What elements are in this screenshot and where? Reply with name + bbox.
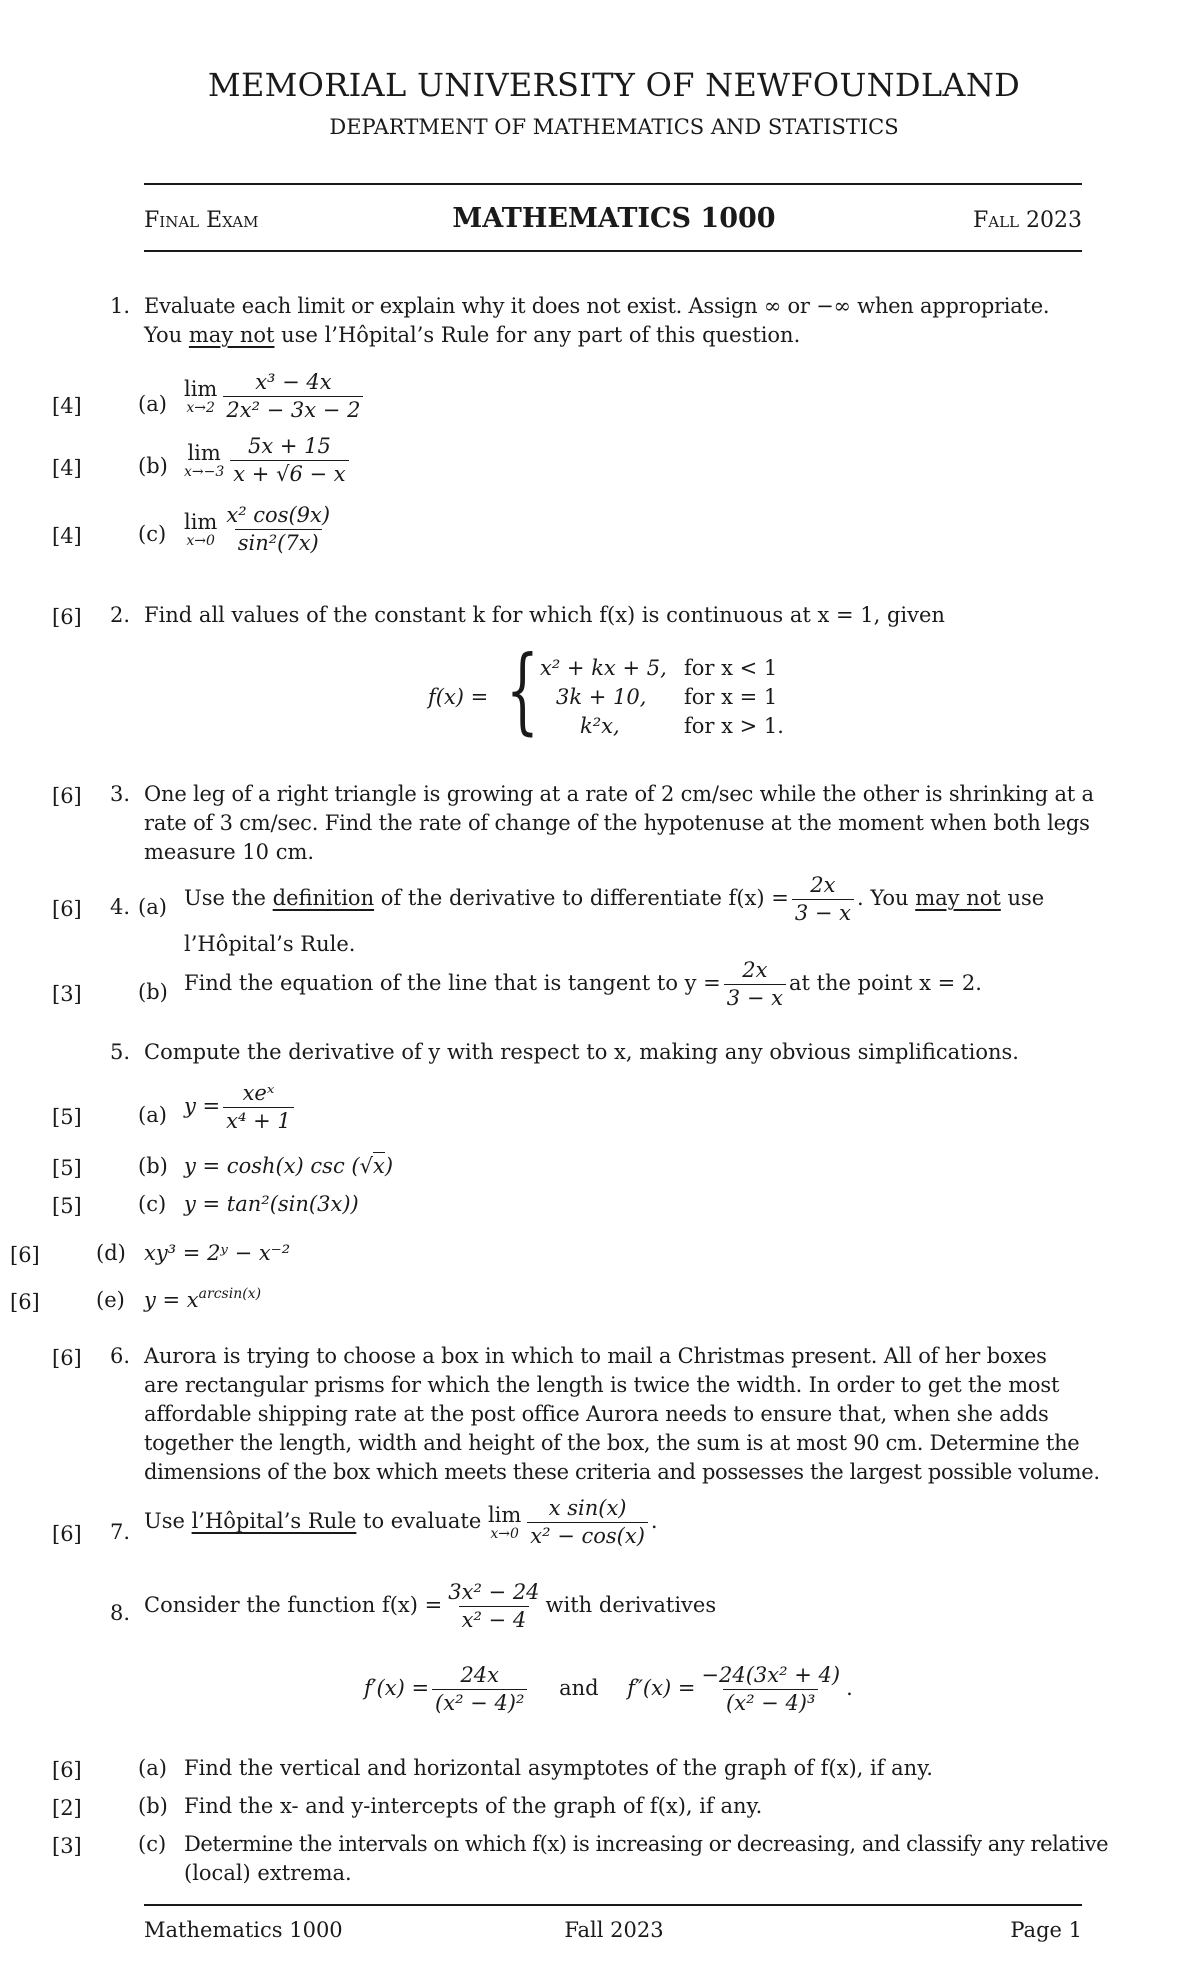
q1a-marks: [4] [52,394,82,418]
footer-course: Mathematics 1000 [144,1918,343,1942]
q5b-expression: y = cosh(x) csc (√x) [184,1154,394,1178]
q6-number: 6. [110,1344,131,1368]
q7-lhopital-underlined: l’Hôpital’s Rule [191,1509,357,1533]
q7-lim: lim x→0 [487,1502,522,1542]
q2-number: 2. [110,603,131,627]
q5b-label: (b) [138,1154,168,1178]
q8b-text: Find the x- and y-intercepts of the graph of f(x), if any. [184,1794,763,1818]
q5b-marks: [5] [52,1156,82,1180]
q6-marks: [6] [52,1346,82,1370]
q8-number: 8. [110,1601,131,1625]
q7-number: 7. [110,1520,131,1544]
q2-brace: { [506,636,539,745]
q1b-fraction: $\frac{5x + 15}{x + √6 - x}$ [230,436,348,485]
header-rule-top [144,183,1082,185]
course-title: MATHEMATICS 1000 [452,203,776,234]
q8c-marks: [3] [52,1834,82,1858]
q5a-fraction: $\frac{\text{xeˣ}}{\text{x⁴ + 1}}$ [223,1083,294,1132]
header-rule-bottom [144,250,1082,252]
q8-first-derivative: $\frac{24x}{\text{(x² − 4)²}}$ [432,1665,527,1714]
q2-text: Find all values of the constant k for which f(x) is continuous at x = 1, given [144,603,945,627]
q1a-label: (a) [138,392,167,416]
q8c-label: (c) [138,1832,167,1856]
q8c-text-line1: Determine the intervals on which f(x) is increasing or decreasing, and classify any relative [184,1832,1109,1856]
q1-line2-pre: You [144,323,189,347]
q5d-label: (d) [96,1241,126,1265]
q1b-label: (b) [138,454,168,478]
q5c-expression: y = tan²(sin(3x)) [184,1192,359,1216]
q5c-label: (c) [138,1192,167,1216]
q5a-label: (a) [138,1103,167,1127]
q7-marks: [6] [52,1522,82,1546]
q1b-marks: [4] [52,456,82,480]
q3-line2: rate of 3 cm/sec. Find the rate of change of the hypotenuse at the moment when both legs [144,811,1090,835]
q4a-line2: l’Hôpital’s Rule. [184,932,356,956]
q1a-fraction: $\frac{\text{x³ − 4x}}{\text{2x² − 3x − 2}}$ [223,372,363,421]
exam-type: Final Exam [144,208,259,233]
q5d-expression: xy³ = 2ʸ − x⁻² [144,1241,291,1265]
q8a-text: Find the vertical and horizontal asymptotes of the graph of f(x), if any. [184,1756,933,1780]
university-title: MEMORIAL UNIVERSITY OF NEWFOUNDLAND [207,66,1021,104]
q4a-text: Use the definition of the derivative to differentiate f(x) = $\frac{2x}{3 - x}$ . You may not use [184,873,1045,925]
footer-page-number: Page 1 [1010,1918,1082,1942]
q8b-label: (b) [138,1794,168,1818]
q1c-marks: [4] [52,524,82,548]
q5a-marks: [5] [52,1105,82,1129]
q8a-label: (a) [138,1756,167,1780]
q1c-expression [184,505,336,554]
q1-line2-underlined: may not [188,323,275,347]
q5-number: 5. [110,1040,131,1064]
q4b-label: (b) [138,980,168,1004]
q3-line1: One leg of a right triangle is growing at a rate of 2 cm/sec while the other is shrinking at a [144,782,1094,806]
q4b-fraction: $\frac{2x}{3 - x}$ [724,960,786,1009]
department-title: DEPARTMENT OF MATHEMATICS AND STATISTICS [329,115,899,139]
q1a-expression [184,372,366,421]
q4a-maynot-underlined: may not [915,886,1001,910]
q8a-marks: [6] [52,1758,82,1782]
q4a-label: (a) [138,895,167,919]
q7-fraction: $\frac{\text{x sin(x)}}{\text{x² − cos(x)}}$ [527,1498,648,1547]
q8-fraction: $\frac{\text{3x² − 24}}{\text{x² − 4}}$ [448,1580,540,1632]
q8b-marks: [2] [52,1796,82,1820]
q8-intro: Consider the function f(x) = $\frac{\text{3x² − 24}}{\text{x² − 4}}$ with derivatives [144,1580,717,1632]
q5e-expression: $y = x^{arcsin(x)}$ [144,1286,262,1312]
q6-line4: together the length, width and height of the box, the sum is at most 90 cm. Determine the [144,1431,1080,1455]
q1c-lim: lim x→0 [184,509,218,549]
q2-case1-cond: for x < 1 [684,656,778,680]
q5e-marks: [6] [10,1290,40,1314]
q5a-expression: y = $\frac{\text{xeˣ}}{\text{x⁴ + 1}}$ [184,1083,297,1132]
q1b-expression [184,436,352,485]
q2-case2-cond: for x = 1 [684,685,778,709]
q5-text: Compute the derivative of y with respect to x, making any obvious simplifications. [144,1040,1019,1064]
q1-number: 1. [110,294,131,318]
q2-case1-expr: x² + kx + 5, [540,656,667,680]
footer-term: Fall 2023 [564,1918,664,1942]
q4a-marks: [6] [52,897,82,921]
q5c-marks: [5] [52,1194,82,1218]
q8-derivatives: f′(x) = $\frac{24x}{\text{(x² − 4)²}}$ and f″(x) = $\frac{\text{−24(3x² + 4)}}{\text{(x² − 4)³}}$ . [364,1663,853,1715]
q6-line1: Aurora is trying to choose a box in which to mail a Christmas present. All of her boxes [144,1344,1047,1368]
q2-case2-expr: 3k + 10, [556,685,647,709]
q4-number: 4. [110,895,131,919]
q1a-lim: lim x→2 [184,376,218,416]
q7-text: Use l’Hôpital’s Rule to evaluate lim x→0 $\frac{\text{x sin(x)}}{\text{x² − cos(x)}}$ . [144,1496,658,1548]
q2-case3-expr: k²x, [580,714,620,738]
q5d-marks: [6] [10,1243,40,1267]
q1-text-line1: Evaluate each limit or explain why it does not exist. Assign ∞ or −∞ when appropriate. [144,294,1050,318]
q4a-fraction: $\frac{2x}{3 - x}$ [792,875,854,924]
exam-term: Fall 2023 [972,208,1082,233]
q2-case3-cond: for x > 1. [684,714,784,738]
q6-line5: dimensions of the box which meets these criteria and possesses the largest possible volume. [144,1460,1100,1484]
footer-rule [144,1904,1082,1906]
q4a-definition-underlined: definition [272,886,375,910]
q8-second-derivative: $\frac{\text{−24(3x² + 4)}}{\text{(x² − 4)³}}$ [701,1663,841,1715]
q6-line3: affordable shipping rate at the post office Aurora needs to ensure that, when she adds [144,1402,1049,1426]
q5e-label: (e) [96,1288,125,1312]
q1-text-line2 [144,325,800,346]
q4b-text: Find the equation of the line that is tangent to y = $\frac{2x}{3 - x}$ at the point x = 2. [184,958,982,1010]
q6-line2: are rectangular prisms for which the length is twice the width. In order to get the most [144,1373,1060,1397]
q8c-text-line2: (local) extrema. [184,1861,352,1885]
q1c-label: (c) [138,522,167,546]
q1c-fraction: $\frac{\text{x² cos(9x)}}{\text{sin²(7x)}}$ [226,503,331,555]
q3-number: 3. [110,782,131,806]
q3-marks: [6] [52,784,82,808]
q3-line3: measure 10 cm. [144,840,315,864]
q2-function-lhs: f(x) = [428,685,489,709]
q4b-marks: [3] [52,982,82,1006]
q1b-lim: lim x→−3 [184,440,225,480]
q2-marks: [6] [52,605,82,629]
q1-line2-post: use l’Hôpital’s Rule for any part of this question. [274,323,801,347]
